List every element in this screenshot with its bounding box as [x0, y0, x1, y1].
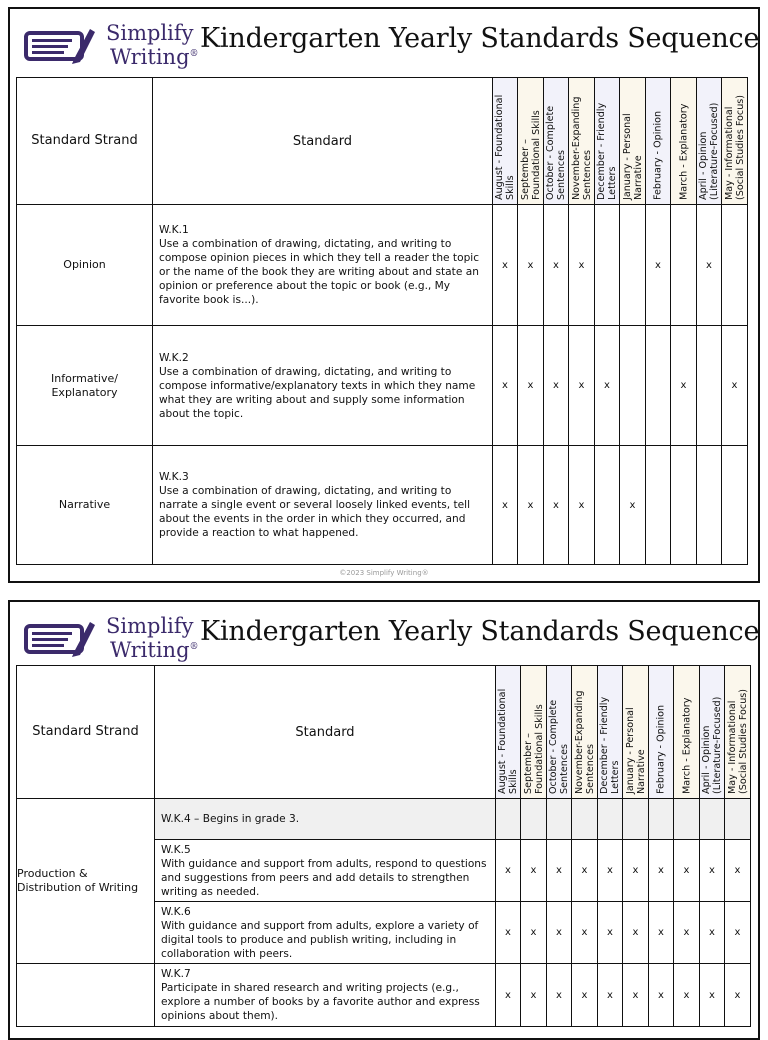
- mark-cell: [671, 446, 697, 565]
- month-header-label: September – Foundational Skills: [519, 110, 542, 200]
- page-title: Kindergarten Yearly Standards Sequence: [200, 23, 760, 54]
- standards-table: [16, 665, 751, 1027]
- page-footer: ©2023 Simplify Writing®: [339, 569, 429, 577]
- mark-cell: [547, 799, 572, 840]
- mark-cell: x: [674, 840, 700, 902]
- table-row: [17, 326, 748, 446]
- standard-column-header: Standard: [155, 666, 496, 799]
- brand-logo: [24, 21, 204, 67]
- strand-cell: Informative/ Explanatory: [17, 326, 153, 446]
- mark-cell: x: [623, 840, 649, 902]
- logo-registered-mark: ®: [189, 49, 199, 59]
- month-header-label: October - Complete Sentences: [548, 699, 570, 794]
- strand-cell: Opinion: [17, 205, 153, 326]
- mark-cell: x: [700, 840, 725, 902]
- strand-column-header: Standard Strand: [17, 78, 153, 205]
- mark-cell: x: [725, 902, 751, 964]
- standard-cell: [155, 902, 496, 964]
- worksheet-page-2: [8, 600, 760, 1040]
- page-title: Kindergarten Yearly Standards Sequence: [200, 616, 760, 647]
- standard-text: Use a combination of drawing, dictating, and writing to compose informative/explanatory texts in which they name what they are writing about and supply some information about the topic.: [159, 365, 476, 420]
- month-header-january: [623, 666, 649, 799]
- mark-cell: x: [518, 446, 544, 565]
- mark-cell: x: [646, 205, 671, 326]
- mark-cell: x: [547, 840, 572, 902]
- month-header-december: [598, 666, 623, 799]
- mark-cell: [521, 799, 547, 840]
- pencil-lines-icon: [24, 618, 96, 658]
- month-header-january: [620, 78, 646, 205]
- mark-cell: [671, 205, 697, 326]
- mark-cell: x: [697, 205, 722, 326]
- mark-cell: x: [572, 902, 598, 964]
- month-header-label: October - Complete Sentences: [545, 105, 567, 200]
- worksheet-page-1: [8, 7, 760, 583]
- mark-cell: x: [595, 326, 620, 446]
- month-header-september: [518, 78, 544, 205]
- mark-cell: x: [674, 902, 700, 964]
- month-header-label: May - Informational (Social Studies Focus): [723, 94, 746, 200]
- mark-cell: x: [521, 902, 547, 964]
- month-header-may: [725, 666, 751, 799]
- month-header-label: November-Expanding Sentences: [573, 690, 596, 794]
- mark-cell: x: [620, 446, 646, 565]
- strand-cell: [17, 964, 155, 1027]
- mark-cell: x: [544, 326, 569, 446]
- mark-cell: [700, 799, 725, 840]
- table-header-row: [17, 666, 751, 799]
- month-header-march: [671, 78, 697, 205]
- logo-line-2: Writing: [110, 45, 190, 69]
- standard-code: W.K.6: [161, 905, 191, 918]
- logo-line-2: Writing: [110, 638, 190, 662]
- month-header-may: [722, 78, 748, 205]
- logo-line-1: Simplify: [106, 614, 194, 638]
- month-header-label: November-Expanding Sentences: [570, 96, 593, 200]
- mark-cell: x: [493, 205, 518, 326]
- month-header-april: [697, 78, 722, 205]
- month-header-label: March - Explanatory: [678, 103, 689, 200]
- month-header-label: August - Foundational Skills: [494, 94, 516, 200]
- month-header-label: August - Foundational Skills: [497, 688, 519, 794]
- mark-cell: x: [700, 902, 725, 964]
- table-row: [17, 446, 748, 565]
- month-header-label: January - Personal Narrative: [624, 707, 647, 794]
- month-header-april: [700, 666, 725, 799]
- page-header: [10, 9, 758, 77]
- mark-cell: x: [649, 840, 674, 902]
- month-header-december: [595, 78, 620, 205]
- mark-cell: [496, 799, 521, 840]
- table-row: [17, 799, 751, 840]
- mark-cell: [623, 799, 649, 840]
- logo-registered-mark: ®: [189, 642, 199, 652]
- month-header-label: April - Opinion (Literature-Focused): [698, 102, 720, 200]
- standard-code: W.K.5: [161, 843, 191, 856]
- logo-line-1: Simplify: [106, 21, 194, 45]
- mark-cell: [595, 205, 620, 326]
- standard-cell: [155, 799, 496, 840]
- strand-cell: Production & Distribution of Writing: [17, 799, 155, 964]
- month-header-november: [572, 666, 598, 799]
- mark-cell: [697, 326, 722, 446]
- month-header-august: [493, 78, 518, 205]
- month-header-label: December - Friendly Letters: [599, 696, 621, 794]
- mark-cell: x: [700, 964, 725, 1027]
- month-header-label: February - Opinion: [655, 704, 667, 794]
- standard-cell: [153, 446, 493, 565]
- mark-cell: [620, 326, 646, 446]
- strand-column-header: Standard Strand: [17, 666, 155, 799]
- standard-cell: [153, 326, 493, 446]
- table-row: [17, 205, 748, 326]
- standard-text: Participate in shared research and writing projects (e.g., explore a number of books by a favorite author and express opinions about them).: [161, 982, 480, 1022]
- mark-cell: x: [544, 446, 569, 565]
- month-header-label: March - Explanatory: [681, 697, 692, 794]
- mark-cell: [598, 799, 623, 840]
- month-header-label: January - Personal Narrative: [621, 113, 644, 200]
- mark-cell: x: [671, 326, 697, 446]
- standard-text: Use a combination of drawing, dictating, and writing to narrate a single event or several loosely linked events, tell about the events in the order in which they occurred, and provide a reaction to what happened.: [159, 485, 471, 539]
- mark-cell: [722, 205, 748, 326]
- mark-cell: x: [649, 902, 674, 964]
- mark-cell: [697, 446, 722, 565]
- mark-cell: x: [722, 326, 748, 446]
- mark-cell: x: [674, 964, 700, 1027]
- mark-cell: x: [572, 840, 598, 902]
- mark-cell: x: [547, 902, 572, 964]
- standard-text: Use a combination of drawing, dictating, and writing to compose opinion pieces in which they tell a reader the topic or the name of the book they are writing about and state an opinion or preference about the topic or book (e.g., My favorite book is...).: [159, 238, 480, 306]
- mark-cell: x: [598, 902, 623, 964]
- mark-cell: [646, 446, 671, 565]
- table-header-row: [17, 78, 748, 205]
- month-header-october: [544, 78, 569, 205]
- mark-cell: [722, 446, 748, 565]
- standard-cell: [155, 840, 496, 902]
- standard-code: W.K.1: [159, 224, 189, 236]
- standard-text: With guidance and support from adults, explore a variety of digital tools to produce and publish writing, including in collaboration with peers.: [161, 919, 479, 960]
- mark-cell: x: [496, 840, 521, 902]
- mark-cell: x: [569, 205, 595, 326]
- mark-cell: [725, 799, 751, 840]
- logo-wordmark: [106, 23, 199, 68]
- mark-cell: [595, 446, 620, 565]
- month-header-february: [649, 666, 674, 799]
- month-header-label: April - Opinion (Literature-Focused): [701, 696, 723, 794]
- mark-cell: x: [544, 205, 569, 326]
- month-header-label: February - Opinion: [652, 110, 664, 200]
- table-row: [17, 964, 751, 1027]
- mark-cell: x: [518, 205, 544, 326]
- mark-cell: x: [569, 446, 595, 565]
- standard-cell: [155, 964, 496, 1027]
- mark-cell: x: [623, 902, 649, 964]
- page-header: [10, 602, 758, 670]
- mark-cell: [572, 799, 598, 840]
- mark-cell: x: [521, 964, 547, 1027]
- pencil-lines-icon: [24, 25, 96, 65]
- mark-cell: x: [521, 840, 547, 902]
- standard-cell: [153, 205, 493, 326]
- brand-logo: [24, 614, 204, 660]
- month-header-february: [646, 78, 671, 205]
- mark-cell: x: [598, 840, 623, 902]
- month-header-label: December - Friendly Letters: [596, 102, 618, 200]
- mark-cell: x: [569, 326, 595, 446]
- mark-cell: x: [518, 326, 544, 446]
- standard-code: W.K.2: [159, 351, 189, 364]
- mark-cell: x: [493, 326, 518, 446]
- mark-cell: [620, 205, 646, 326]
- mark-cell: [674, 799, 700, 840]
- month-header-august: [496, 666, 521, 799]
- mark-cell: x: [493, 446, 518, 565]
- standard-text: With guidance and support from adults, respond to questions and suggestions from peers and add details to strengthen writing as needed.: [161, 857, 487, 898]
- standard-column-header: Standard: [153, 78, 493, 205]
- logo-wordmark: [106, 616, 199, 661]
- standard-code: W.K.4 – Begins in grade 3.: [161, 813, 300, 825]
- standards-table: [16, 77, 748, 565]
- month-header-label: May - Informational (Social Studies Focus): [726, 688, 749, 794]
- mark-cell: x: [649, 964, 674, 1027]
- month-header-november: [569, 78, 595, 205]
- mark-cell: x: [623, 964, 649, 1027]
- mark-cell: x: [572, 964, 598, 1027]
- month-header-october: [547, 666, 572, 799]
- mark-cell: x: [496, 902, 521, 964]
- month-header-september: [521, 666, 547, 799]
- strand-cell: Narrative: [17, 446, 153, 565]
- mark-cell: [646, 326, 671, 446]
- month-header-march: [674, 666, 700, 799]
- standard-code: W.K.3: [159, 471, 189, 483]
- mark-cell: x: [547, 964, 572, 1027]
- mark-cell: x: [496, 964, 521, 1027]
- standard-code: W.K.7: [161, 968, 191, 980]
- mark-cell: x: [598, 964, 623, 1027]
- month-header-label: September – Foundational Skills: [522, 704, 545, 794]
- mark-cell: x: [725, 840, 751, 902]
- mark-cell: x: [725, 964, 751, 1027]
- mark-cell: [649, 799, 674, 840]
